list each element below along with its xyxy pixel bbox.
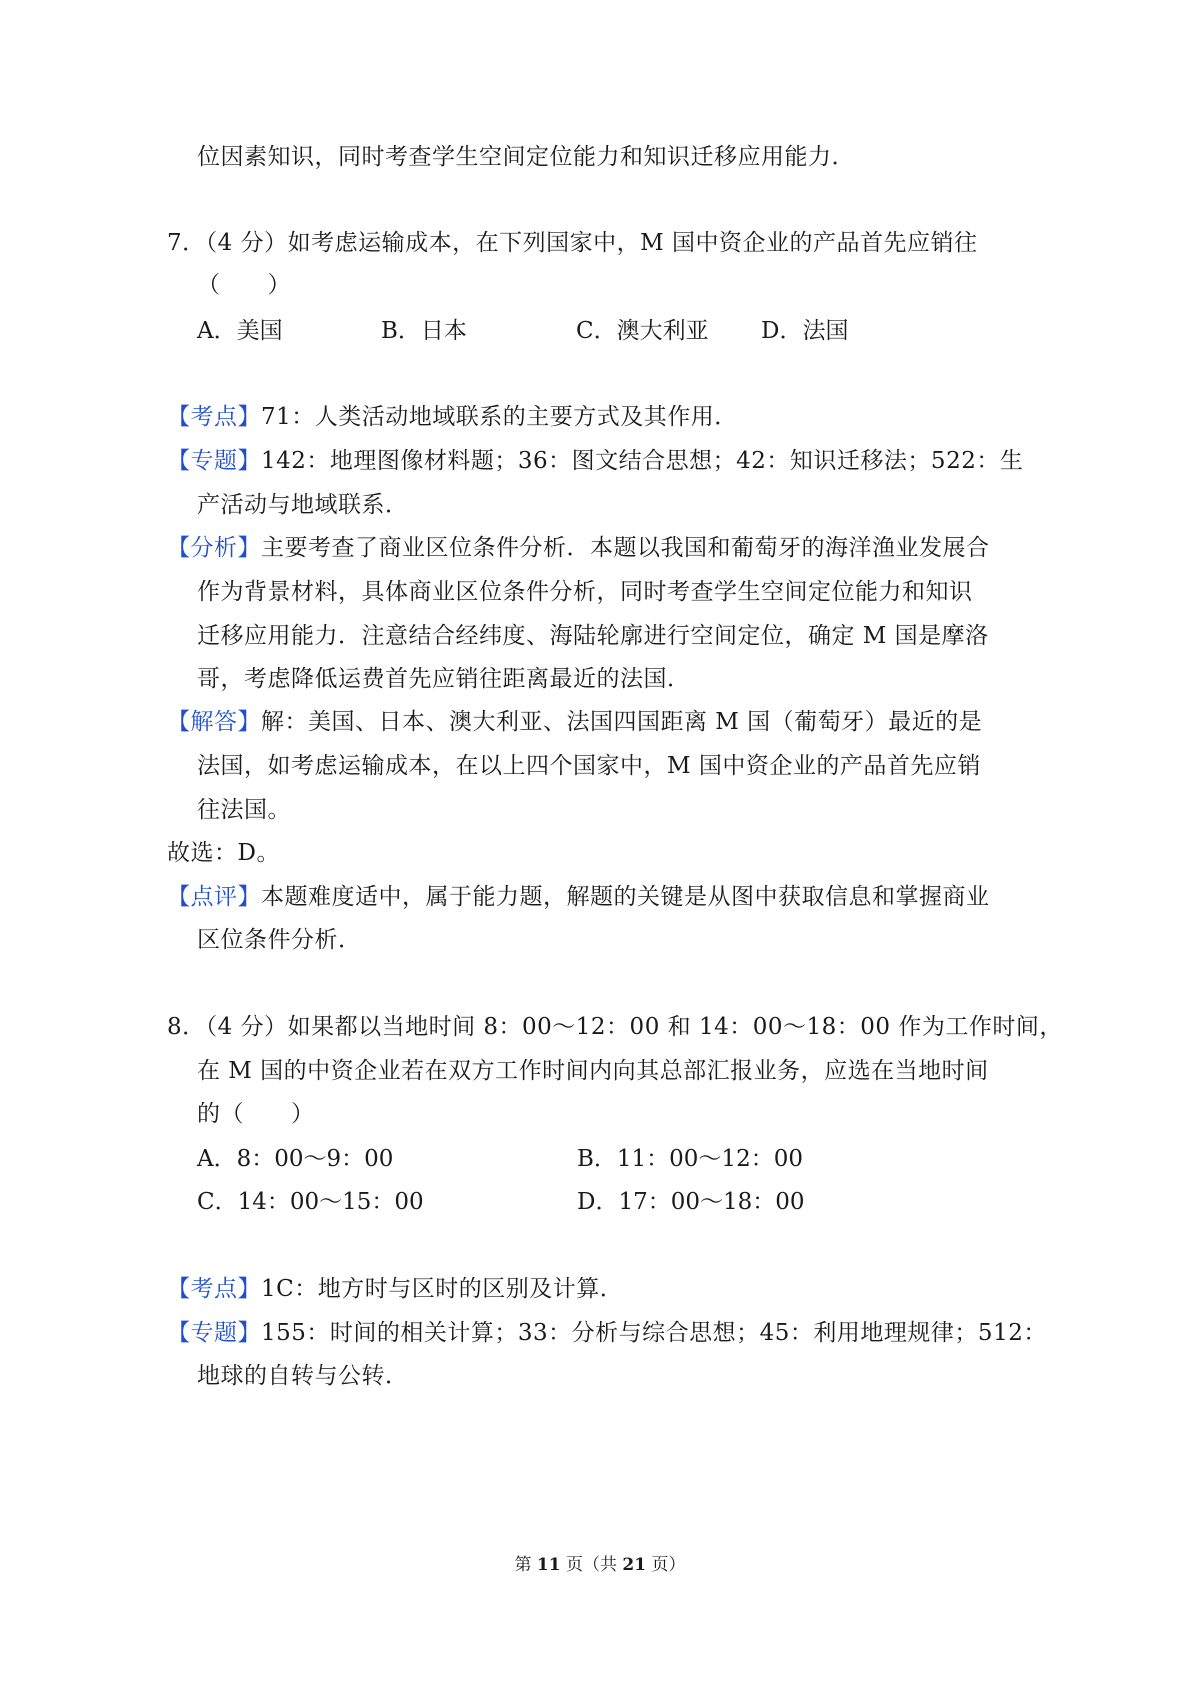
q8-stem-line1: 8．（4 分）如果都以当地时间 8：00～12：00 和 14：00～18：00 作为工作时间， [167, 1014, 1063, 1040]
q7-stem-line1: 7．（4 分）如考虑运输成本，在下列国家中，M 国中资企业的产品首先应销往 [167, 230, 978, 256]
q8-option-d: D．17：00～18：00 [577, 1189, 805, 1215]
q7-fenxi-line4: 哥，考虑降低运费首先应销往距离最近的法国． [197, 666, 691, 692]
q7-fenxi-line2: 作为背景材料，具体商业区位条件分析，同时考查学生空间定位能力和知识 [197, 579, 973, 605]
q8-option-b: B．11：00～12：00 [577, 1146, 803, 1172]
q7-fenxi-label: 【分析】 [167, 535, 261, 561]
q7-fenxi-line3: 迁移应用能力．注意结合经纬度、海陆轮廓进行空间定位，确定 M 国是摩洛 [197, 623, 989, 649]
q8-zhuanti-text1: 155：时间的相关计算；33：分析与综合思想；45：利用地理规律；512： [261, 1320, 1047, 1346]
q7-dianping-line1 [167, 881, 990, 913]
q8-stem-line3: 的（ ） [197, 1101, 315, 1127]
q8-kaodian-text: 1C：地方时与区时的区别及计算． [261, 1276, 624, 1302]
q7-jieda-label: 【解答】 [167, 709, 261, 735]
q7-dianping-text1: 本题难度适中，属于能力题，解题的关键是从图中获取信息和掌握商业 [261, 884, 990, 910]
q7-option-a: A．美国 [197, 318, 283, 344]
q8-zhuanti-line1 [167, 1317, 1047, 1349]
q7-stem-line2: （ ） [197, 272, 291, 298]
footer-middle: 页（共 [560, 1555, 623, 1575]
q7-kaodian-label: 【考点】 [167, 404, 261, 430]
q7-jieda-line3: 往法国。 [197, 797, 291, 823]
page-footer [0, 1553, 1200, 1577]
q7-dianping-line2: 区位条件分析． [197, 927, 362, 953]
q7-kaodian [167, 401, 738, 433]
q7-option-b: B．日本 [381, 318, 467, 344]
footer-page-number: 11 [536, 1555, 561, 1575]
q7-jieda-text1: 解：美国、日本、澳大利亚、法国四国距离 M 国（葡萄牙）最近的是 [261, 709, 983, 735]
q7-jieda-line1 [167, 706, 982, 738]
q8-kaodian [167, 1273, 623, 1305]
q7-option-c: C．澳大利亚 [576, 318, 709, 344]
q7-zhuanti-line2: 产活动与地域联系． [197, 492, 409, 518]
q7-zhuanti-text1: 142：地理图像材料题；36：图文结合思想；42：知识迁移法；522：生 [261, 448, 1024, 474]
q8-zhuanti-line2: 地球的自转与公转． [197, 1363, 409, 1389]
footer-prefix: 第 [514, 1555, 537, 1575]
q7-dianping-label: 【点评】 [167, 884, 261, 910]
q7-kaodian-text: 71：人类活动地域联系的主要方式及其作用． [261, 404, 738, 430]
q7-option-d: D．法国 [761, 318, 849, 344]
top-continuation-text: 位因素知识，同时考查学生空间定位能力和知识迁移应用能力． [197, 144, 855, 170]
q7-zhuanti-line1 [167, 445, 1023, 477]
footer-total-pages: 21 [622, 1555, 647, 1575]
q8-kaodian-label: 【考点】 [167, 1276, 261, 1302]
q7-zhuanti-label: 【专题】 [167, 448, 261, 474]
q7-jieda-line2: 法国，如考虑运输成本，在以上四个国家中，M 国中资企业的产品首先应销 [197, 753, 981, 779]
q7-fenxi-line1 [167, 532, 990, 564]
footer-suffix: 页） [646, 1555, 686, 1575]
q7-fenxi-text1: 主要考查了商业区位条件分析．本题以我国和葡萄牙的海洋渔业发展合 [261, 535, 990, 561]
q8-zhuanti-label: 【专题】 [167, 1320, 261, 1346]
q8-option-c: C．14：00～15：00 [197, 1189, 424, 1215]
q7-guxuan: 故选：D。 [167, 840, 280, 866]
q8-option-a: A．8：00～9：00 [197, 1146, 394, 1172]
q8-stem-line2: 在 M 国的中资企业若在双方工作时间内向其总部汇报业务，应选在当地时间 [197, 1058, 989, 1084]
